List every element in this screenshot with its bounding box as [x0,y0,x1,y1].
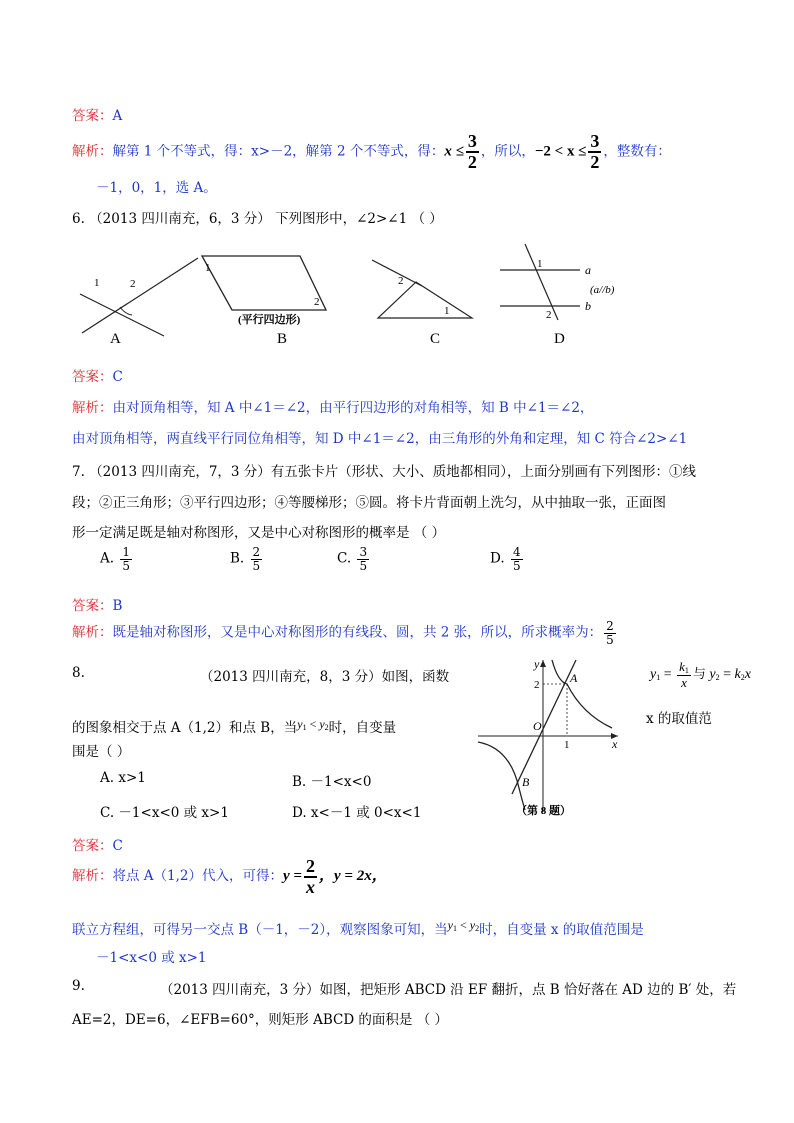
analysis-label: 解析： [72,868,113,884]
q5-answer-line [72,104,122,124]
q6-stem: 6. （2013 四川南充，6，3 分） 下列图形中，∠2>∠1 （ ） [72,211,443,227]
numerator: 3 [359,545,368,559]
q7-analysis-line [72,620,618,646]
stem-text: 的图象相交于点 A（1,2）和点 B，当 [72,720,298,736]
inequality-range: −2 < x ≤ [534,143,587,160]
cond-y1: y [297,717,303,731]
q8-analysis-line2: 联立方程组，可得另一交点 B（－1，－2），观察图象可知，当$y_1 < y_2$时，自变量 x 的取值范围是 [72,918,644,938]
point-label: B [522,775,530,789]
option-label: B [277,331,288,347]
answer-label: 答案： [72,598,113,614]
q8-choice-d: D. x<－1 或 0<x<1 [292,805,422,821]
q6-figures [70,242,630,347]
answer-label: 答案： [72,108,113,124]
q7-choice-b [230,546,264,572]
angle-label: 2 [130,278,136,290]
hyperbola-branch [478,742,525,810]
analysis-text: 解第 1 个不等式，得：x>－2，解第 2 个不等式，得： [112,143,445,160]
q8-number: 8. [72,665,85,681]
q8-function-formula: $y_1$ = $\frac{k_1}{x}$ 与 $y_2 = k_2x$ [650,659,751,691]
denominator: 2 [467,151,477,172]
figure-c [372,260,472,347]
formula-y2: y [709,667,716,683]
denominator: 5 [512,558,521,573]
numerator: 1 [122,545,130,559]
angle-label: 1 [205,262,211,274]
answer-value: C [112,838,123,854]
line [372,260,422,286]
figure-d [500,244,615,347]
denominator: 5 [606,632,614,647]
point-label: A [570,671,578,685]
q8-stem-a: （2013 四川南充，8，3 分）如图，函数 [200,669,450,685]
result-fraction [304,857,317,897]
q8-stem-c: 围是（ ） [72,744,131,760]
denominator: 5 [122,558,130,573]
q8-choice-c: C. －1<x<0 或 x>1 [100,805,229,821]
tick-label: 2 [534,679,540,691]
choice-label: A. [100,550,115,567]
analysis-text: 既是轴对称图形，又是中心对称图形的有线段、圆，共 2 张，所以，所求概率为： [112,624,603,641]
answer-label: 答案： [72,838,113,854]
choice-fraction [120,546,132,572]
formula-conjunction: 与 [692,667,706,683]
analysis-text: ，整数有： [603,143,671,160]
result-y-equals: y = [283,868,302,884]
q7-stem-line2: 段；②正三角形；③平行四边形；④等腰梯形；⑤圆。将卡片背面朝上洗匀，从中抽取一张，正面图 [72,495,666,511]
angle-label: 1 [537,258,543,270]
answer-value: A [112,108,123,124]
figure-b [202,256,326,347]
q6-analysis-line1 [72,396,593,416]
line [80,294,164,336]
answer-label: 答案： [72,369,113,385]
angle-label: 2 [314,296,320,308]
parallelogram-caption: (平行四边形) [238,314,301,326]
y-axis-arrow [540,660,546,667]
denominator: x [305,876,315,897]
figure-a [80,258,198,347]
q9-stem-line2: AE=2，DE=6，∠EFB=60°，则矩形 ABCD 的面积是 （ ） [72,1012,449,1028]
angle-label: 1 [444,305,450,317]
numerator: 3 [467,131,477,151]
q8-choice-b: B. －1<x<0 [292,774,372,790]
y-axis-label: y [534,657,540,671]
fraction-3-over-2 [466,132,479,172]
q5-analysis-line1 [72,131,671,172]
analysis-label: 解析： [72,400,113,416]
analysis-label: 解析： [72,143,113,160]
q6-analysis-line2: 由对顶角相等，两直线平行同位角相等，知 D 中∠1＝∠2，由三角形的外角和定理，知 C 符合∠2>∠1 [72,431,688,447]
stem-text: 时，自变量 [328,720,397,736]
choice-label: D. [490,550,505,567]
answer-value: B [112,598,123,614]
q8-analysis-line3: －1<x<0 或 x>1 [96,950,207,966]
numerator: 2 [305,855,315,876]
hyperbola-branch [552,660,612,728]
formula-k: k [679,659,685,674]
linear-function-line [512,660,576,794]
denominator: 2 [590,151,600,172]
numerator: 3 [590,131,600,151]
q9-number: 9. [72,978,85,994]
inequality-x-le: x ≤ [444,143,464,160]
angle-label: 1 [94,277,100,289]
q8-choice-a: A. x>1 [100,770,146,786]
angle-label: 2 [398,275,404,287]
choice-label: B. [230,550,245,567]
origin-label: O [533,719,542,733]
denominator: 5 [359,558,368,573]
q7-choice-a [100,546,134,572]
triangle [378,282,472,318]
formula-x: x [681,675,687,691]
parallel-note: (a//b) [590,284,615,296]
option-label: D [554,331,565,347]
q7-stem-line1: 7. （2013 四川南充，7，3 分）有五张卡片（形状、大小、质地都相同），上面分别画有下列图形：①线 [72,464,697,480]
fraction-3-over-2-b [588,132,601,172]
q5-analysis-line2: －1，0，1，选 A。 [96,180,217,196]
answer-value: C [112,369,123,385]
choice-fraction [511,546,523,572]
formula-y: y [650,667,657,683]
q6-answer-line [72,365,123,385]
figure-caption: （第 8 题） [516,805,571,817]
option-label: C [430,331,441,347]
tick-label: 1 [564,739,570,751]
numerator: 4 [512,545,521,559]
transversal [525,244,558,320]
numerator: 2 [252,545,261,559]
q7-stem-line3: 形一定满足既是轴对称图形，又是中心对称图形的概率是 （ ） [72,525,446,541]
result-fraction [604,620,616,646]
choice-fraction [357,546,369,572]
analysis-text: 将点 A（1,2）代入，可得： [112,868,284,884]
x-axis-label: x [612,737,618,751]
q7-choice-d [490,546,525,572]
analysis-text: ，所以， [480,143,535,160]
option-label: A [110,331,121,347]
denominator: 5 [252,558,261,573]
cond-y1: y [447,918,453,932]
q7-answer-line [72,594,122,614]
q8-graph [470,652,630,820]
formula-fraction: $\frac{k_1}{x}$ [679,659,689,691]
line [82,258,198,333]
angle-label: 2 [546,309,552,321]
analysis-text: 联立方程组，可得另一交点 B（－1，－2），观察图象可知，当 [72,922,448,938]
parallelogram [202,256,326,310]
q8-analysis-line1 [72,856,387,896]
numerator: 2 [606,619,614,633]
analysis-text: 由对顶角相等，知 A 中∠1＝∠2，由平行四边形的对角相等，知 B 中∠1＝∠2， [112,400,594,416]
q8-answer-line [72,834,123,854]
analysis-text: 时，自变量 x 的取值范围是 [479,922,644,938]
choice-fraction [251,546,263,572]
angle-arc [120,307,132,315]
result-linear: ，y = 2x， [318,868,387,884]
choice-label: C. [337,550,352,567]
line-label: a [585,263,591,277]
q8-stem-right: x 的取值范 [646,711,712,727]
q8-stem-b: 的图象相交于点 A（1,2）和点 B，当$y_1 < y_2$时，自变量 [72,717,397,736]
q7-choice-c [337,546,371,572]
line-label: b [585,299,591,313]
q9-stem-line1: （2013 四川南充，3 分）如图，把矩形 ABCD 沿 EF 翻折，点 B 恰好落在 AD 边的 B′ 处，若 [160,982,737,998]
analysis-label: 解析： [72,624,113,641]
